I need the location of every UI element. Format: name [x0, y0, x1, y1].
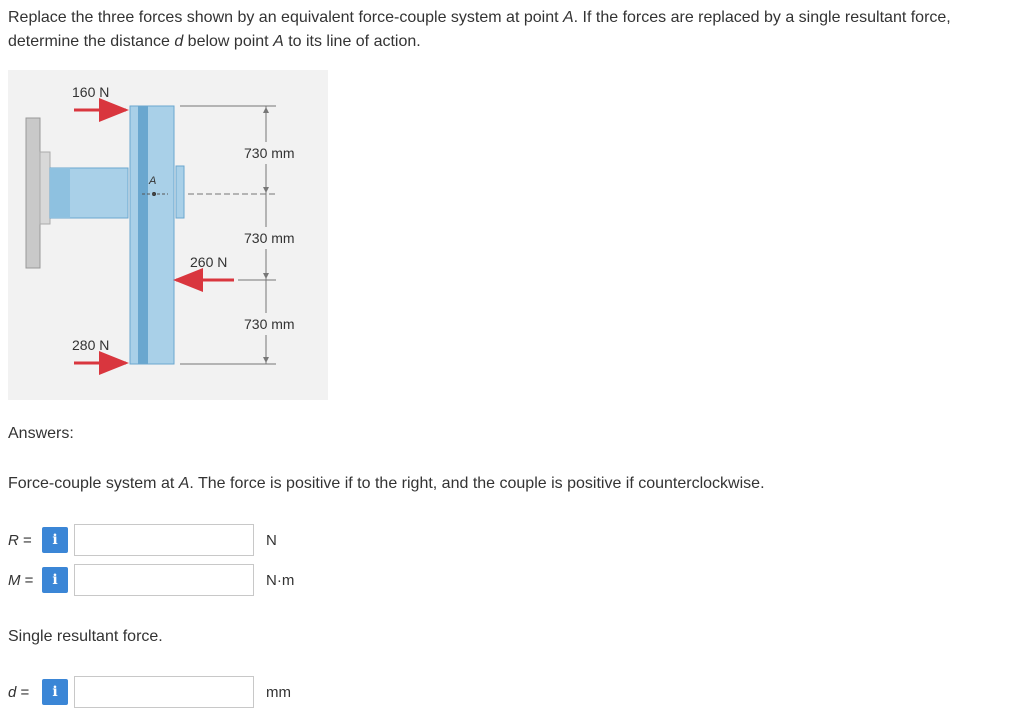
- single-resultant-heading: Single resultant force.: [8, 628, 163, 645]
- problem-var-d: d: [174, 33, 184, 50]
- problem-text-1: Replace the three forces shown by an equivalent force-couple system at point: [8, 9, 563, 26]
- problem-text-2: . If the forces are replaced by a single resultant force, determine the distance: [8, 9, 951, 50]
- wall: [26, 118, 40, 268]
- r-unit: N: [266, 531, 277, 549]
- info-icon[interactable]: i: [42, 567, 68, 593]
- dim-label-1: 730 mm: [244, 145, 295, 161]
- dim-label-3: 730 mm: [244, 316, 295, 332]
- force-top-label: 160 N: [72, 84, 110, 100]
- m-eq: =: [20, 571, 34, 589]
- m-label: [8, 572, 42, 589]
- answers-heading: Answers:: [8, 425, 74, 442]
- fc-prefix: Force-couple system at: [8, 475, 179, 492]
- figure-svg: [8, 70, 338, 400]
- r-eq: =: [18, 531, 32, 549]
- answer-row-d: [8, 674, 291, 710]
- problem-statement: [8, 6, 1018, 54]
- vertical-bar: [130, 106, 174, 364]
- d-input[interactable]: [74, 676, 254, 708]
- info-icon[interactable]: i: [42, 527, 68, 553]
- fc-point: A: [178, 475, 190, 492]
- force-bottom-label: 280 N: [72, 337, 110, 353]
- force-middle-label: 260 N: [190, 254, 228, 270]
- d-label: [8, 684, 42, 701]
- problem-figure: [8, 70, 338, 400]
- answer-row-m: [8, 562, 294, 598]
- r-input[interactable]: [74, 524, 254, 556]
- d-eq: =: [16, 683, 30, 701]
- wall-bracket: [40, 152, 50, 224]
- r-var: R: [8, 531, 19, 549]
- bar-shade: [138, 106, 148, 364]
- m-input[interactable]: [74, 564, 254, 596]
- force-couple-instructions: [8, 475, 765, 493]
- fc-suffix: . The force is positive if to the right, and the couple is positive if counterclockwise.: [189, 475, 765, 492]
- problem-text-3: below point: [183, 33, 274, 50]
- answer-row-r: [8, 522, 277, 558]
- d-var: d: [8, 683, 17, 701]
- arm-shade: [50, 168, 70, 218]
- m-var: M: [8, 571, 21, 589]
- r-label: [8, 532, 42, 549]
- flange: [176, 166, 184, 218]
- problem-text-4: to its line of action.: [283, 33, 421, 50]
- m-unit: N·m: [266, 571, 295, 589]
- info-icon[interactable]: i: [42, 679, 68, 705]
- d-unit: mm: [266, 683, 291, 701]
- problem-point-a: A: [562, 9, 574, 26]
- problem-point-a-2: A: [273, 33, 284, 50]
- point-a-label: A: [149, 175, 157, 187]
- dim-label-2: 730 mm: [244, 230, 295, 246]
